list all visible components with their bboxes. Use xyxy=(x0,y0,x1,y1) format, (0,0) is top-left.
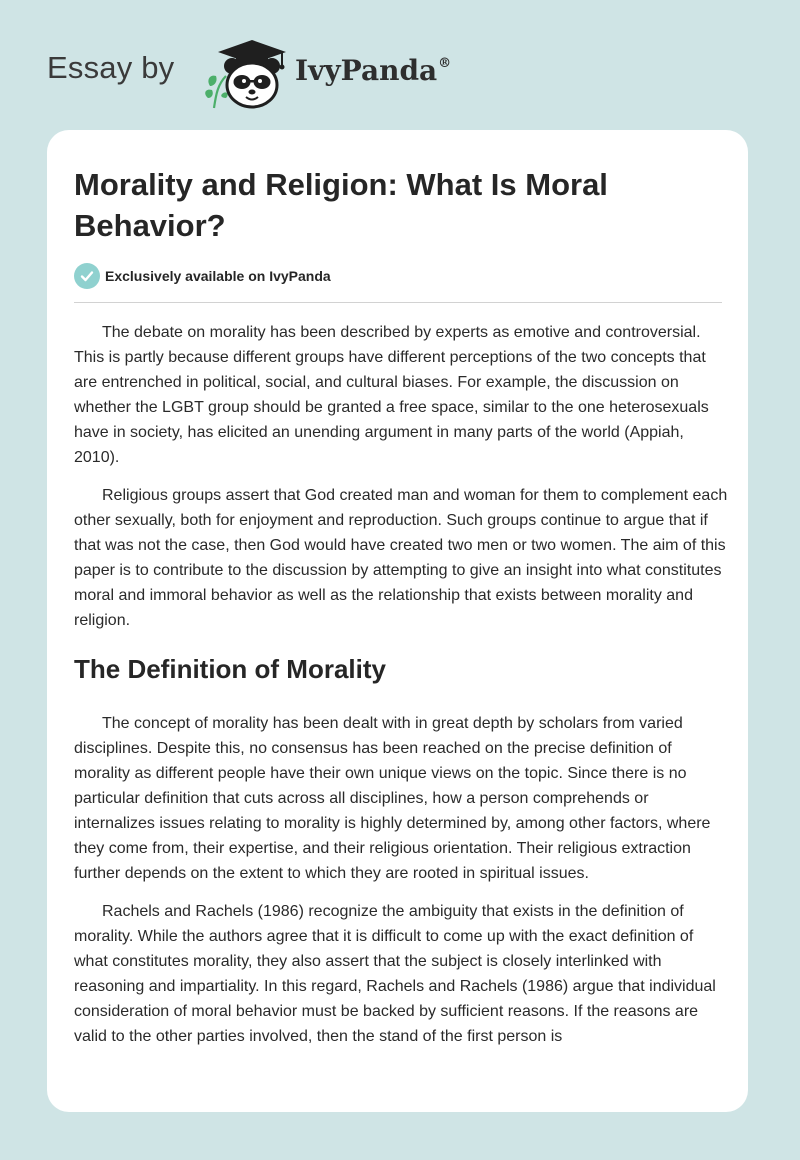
paragraph: The concept of morality has been dealt with in great depth by scholars from varied disciplines. Despite this, no consensus has been reached on the precise definition of morality as different people have their own unique views on the topic. Since there is no particular definition that cuts across all disciplines, how a person comprehends or internalizes issues relating to morality is highly determined by, among other factors, where they come from, their expertise, and their religious orientation. Their religious extraction further depends on the extent to which they are rooted in spiritual issues. xyxy=(74,715,711,882)
page-title: Morality and Religion: What Is Moral Behavior? xyxy=(74,167,608,243)
paragraph: Rachels and Rachels (1986) recognize the ambiguity that exists in the definition of morality. While the authors agree that it is difficult to come up with the exact definition of what constitutes morality, they also assert that the subject is closely interlinked with reasoning and impartiality. In this regard, Rachels and Rachels (1986) argue that individual consideration of moral behavior must be backed by sufficient reasons. If the reasons are valid to the other parties involved, then the stand of the first person is xyxy=(74,903,716,1045)
divider xyxy=(74,302,722,303)
paragraph: Religious groups assert that God created man and woman for them to complement each other sexually, both for enjoyment and reproduction. Such groups continue to argue that if that was not the case, then God would have created two men or two women. The aim of this paper is to contribute to the discussion by attempting to give an insight into what constitutes moral and immoral behavior as well as the relationship that exists between morality and religion. xyxy=(74,487,728,629)
panda-graduate-icon xyxy=(202,36,292,110)
brand-name[interactable]: IvyPanda® xyxy=(295,54,452,87)
check-circle-icon xyxy=(74,263,100,289)
essay-body xyxy=(74,320,729,1062)
paragraph: The debate on morality has been described by experts as emotive and controversial. This is partly because different groups have different perceptions of the two concepts that are entrenched in political, social, and cultural biases. For example, the discussion on whether the LGBT group should be granted a free space, similar to the one heterosexuals have in society, has elicited an unending argument in many parts of the world (Appiah, 2010). xyxy=(74,324,709,466)
exclusive-badge xyxy=(74,263,331,289)
site-header xyxy=(47,36,547,112)
registered-mark: ® xyxy=(438,56,452,71)
essay-card xyxy=(47,130,748,1112)
section-heading: The Definition of Morality xyxy=(74,654,386,684)
exclusive-label: Exclusively available on IvyPanda xyxy=(105,268,331,284)
essay-by-label: Essay by xyxy=(47,50,175,85)
